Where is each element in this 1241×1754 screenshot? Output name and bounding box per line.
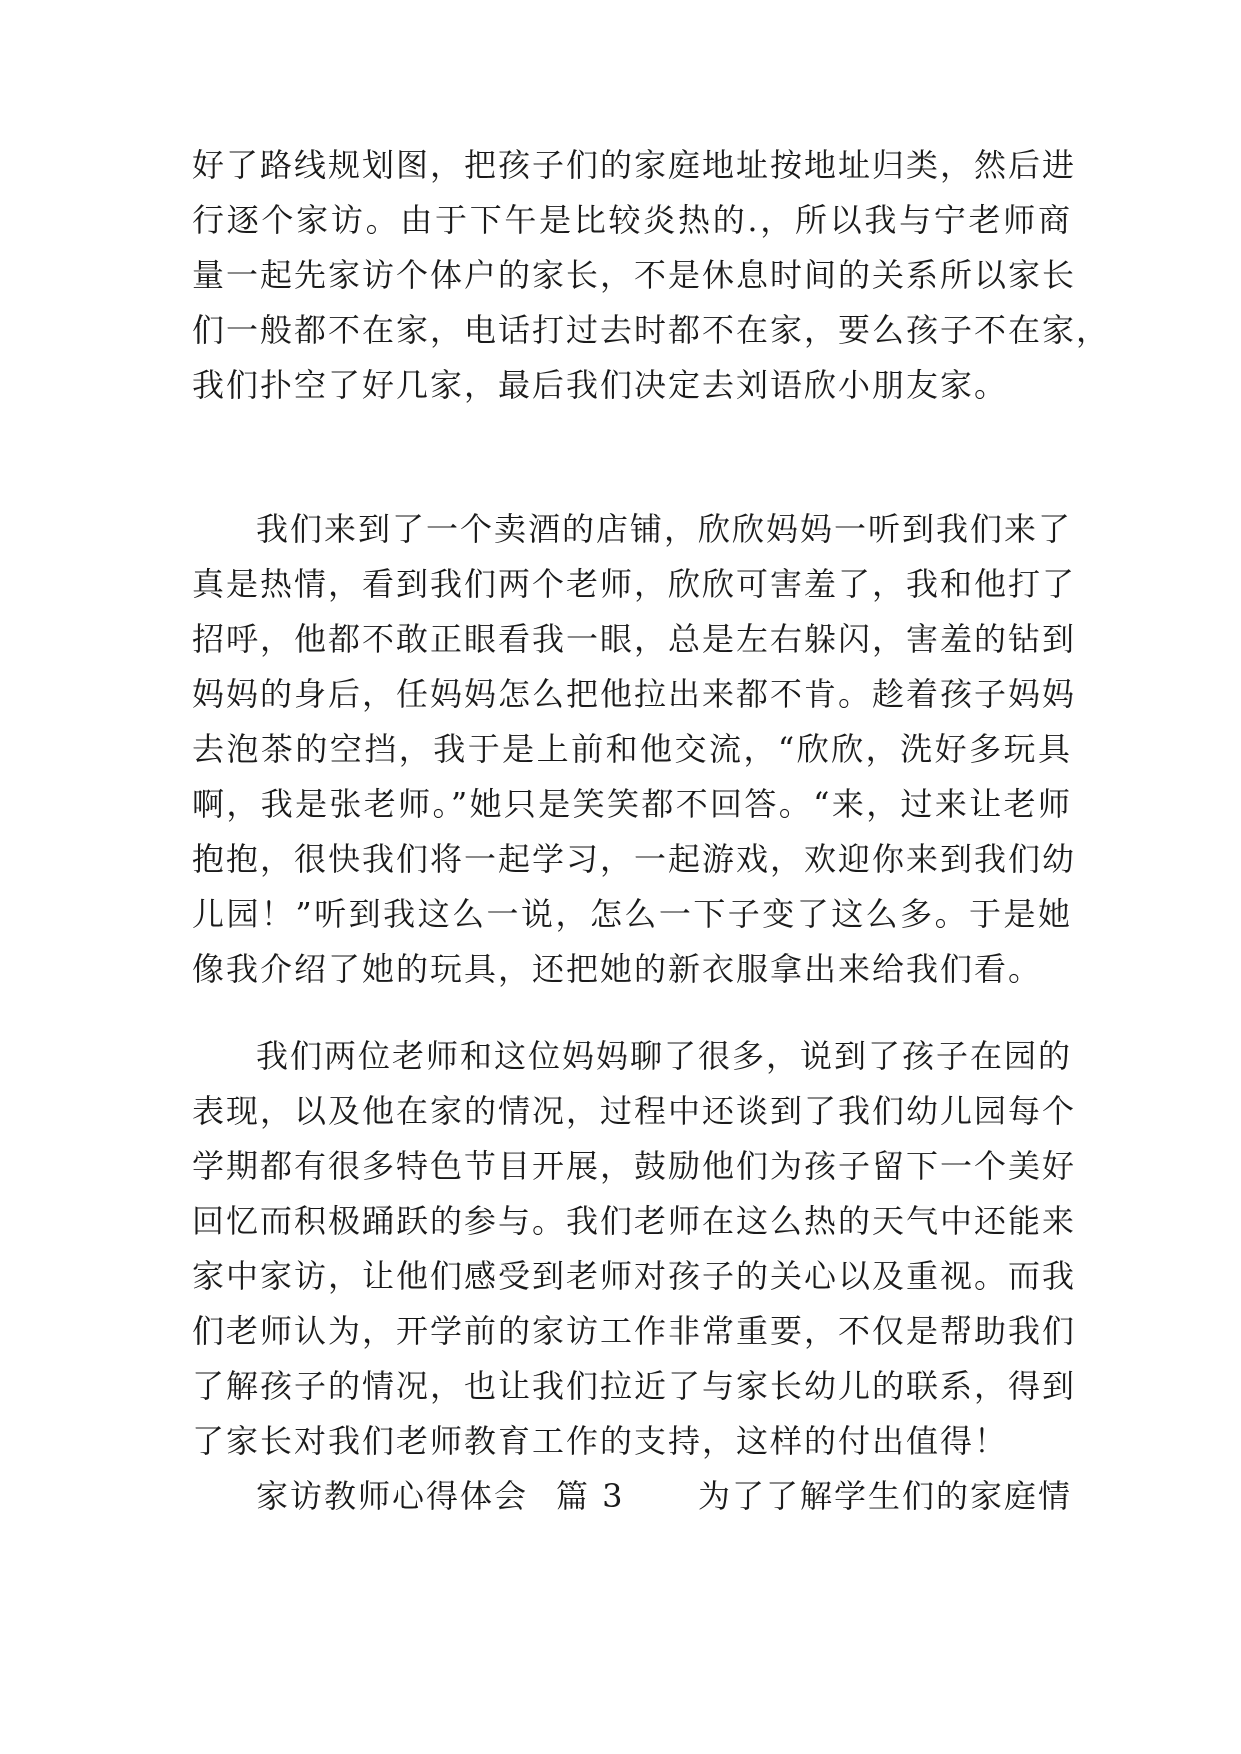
paragraph-line: 招呼，他都不敢正眼看我一眼，总是左右躲闪，害羞的钻到 xyxy=(192,620,1077,658)
paragraph-line: 我们扑空了好几家，最后我们决定去刘语欣小朋友家。 xyxy=(192,366,1009,404)
paragraph-line: 真是热情，看到我们两个老师，欣欣可害羞了，我和他打了 xyxy=(192,565,1077,603)
paragraph-line: 行逐个家访。由于下午是比较炎热的.，所以我与宁老师商 xyxy=(192,201,1072,239)
paragraph-line: 回忆而积极踊跃的参与。我们老师在这么热的天气中还能来 xyxy=(192,1202,1077,1240)
paragraph-line: 表现，以及他在家的情况，过程中还谈到了我们幼儿园每个 xyxy=(192,1092,1077,1130)
paragraph-line: 们一般都不在家，电话打过去时都不在家，要么孩子不在家， xyxy=(192,311,1111,349)
paragraph-line: 啊，我是张老师。”她只是笑笑都不回答。“来，过来让老师 xyxy=(192,785,1072,823)
paragraph-line: 好了路线规划图，把孩子们的家庭地址按地址归类，然后进 xyxy=(192,146,1077,184)
paragraph-line: 抱抱，很快我们将一起学习，一起游戏，欢迎你来到我们幼 xyxy=(192,840,1077,878)
paragraph-line: 学期都有很多特色节目开展，鼓励他们为孩子留下一个美好 xyxy=(192,1147,1077,1185)
paragraph-line: 了解孩子的情况，也让我们拉近了与家长幼儿的联系，得到 xyxy=(192,1367,1077,1405)
paragraph-line: 我们两位老师和这位妈妈聊了很多，说到了孩子在园的 xyxy=(256,1037,1073,1075)
paragraph-line: 们老师认为，开学前的家访工作非常重要，不仅是帮助我们 xyxy=(192,1312,1077,1350)
section-part-number: 篇 3 xyxy=(556,1477,625,1515)
paragraph-line: 我们来到了一个卖酒的店铺，欣欣妈妈一听到我们来了 xyxy=(256,510,1073,548)
paragraph-line: 儿园！”听到我这么一说，怎么一下子变了这么多。于是她 xyxy=(192,895,1072,933)
paragraph-line: 了家长对我们老师教育工作的支持，这样的付出值得！ xyxy=(192,1422,1009,1460)
paragraph-line: 家中家访，让他们感受到老师对孩子的关心以及重视。而我 xyxy=(192,1257,1077,1295)
paragraph-line: 像我介绍了她的玩具，还把她的新衣服拿出来给我们看。 xyxy=(192,950,1043,988)
paragraph-line: 妈妈的身后，任妈妈怎么把他拉出来都不肯。趁着孩子妈妈 xyxy=(192,675,1077,713)
paragraph-line: 去泡茶的空挡，我于是上前和他交流，“欣欣，洗好多玩具 xyxy=(192,730,1072,768)
paragraph-line: 量一起先家访个体户的家长，不是休息时间的关系所以家长 xyxy=(192,256,1077,294)
section-first-line: 为了了解学生们的家庭情 xyxy=(697,1477,1072,1515)
section-title: 家访教师心得体会 xyxy=(256,1477,529,1515)
